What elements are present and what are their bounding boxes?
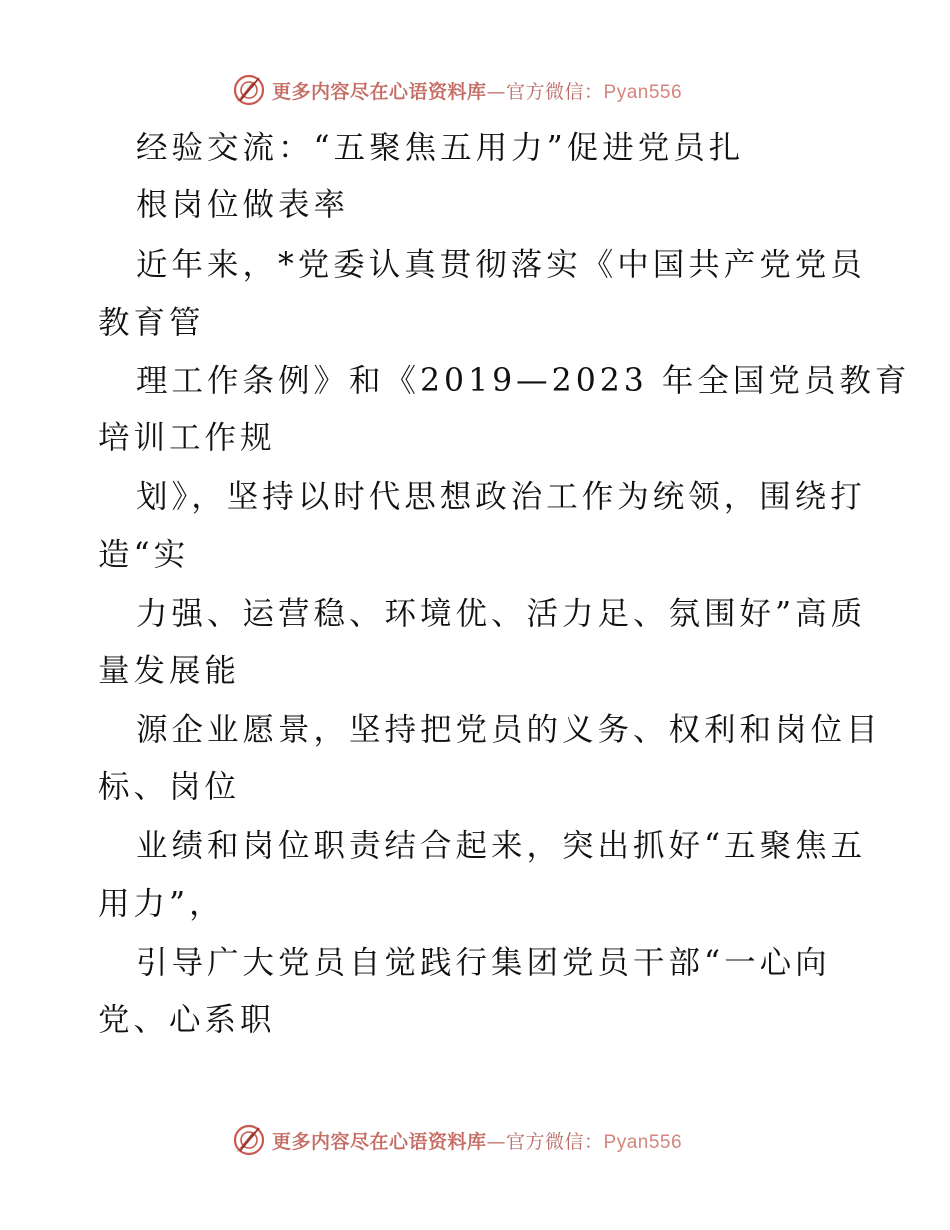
paragraph-line: 教育管 — [98, 305, 205, 341]
paragraph-line: 力强、运营稳、环境优、活力足、氛围好”高质 — [136, 596, 867, 632]
paragraph-line: 量发展能 — [98, 653, 241, 689]
footer-watermark — [232, 1122, 682, 1158]
wechat-label: 官方微信： — [506, 80, 604, 103]
brand-text: 更多内容尽在心语资料库 — [272, 1130, 487, 1153]
paragraph-line: 源企业愿景，坚持把党员的义务、权利和岗位目 — [136, 712, 882, 748]
paragraph-line: 近年来，*党委认真贯彻落实《中国共产党党员 — [136, 247, 866, 283]
paragraph-line: 业绩和岗位职责结合起来，突出抓好“五聚焦五 — [136, 828, 867, 864]
paragraph-line: 标、岗位 — [98, 769, 241, 805]
wechat-id: Pyan556 — [603, 81, 683, 103]
wechat-id: Pyan556 — [603, 1131, 683, 1153]
paragraph-line: 理工作条例》和《2019—2023 年全国党员教育 — [136, 363, 911, 399]
separator: — — [486, 80, 507, 103]
paragraph-line: 培训工作规 — [98, 420, 276, 456]
header-watermark-text — [272, 77, 682, 104]
separator: — — [486, 1130, 507, 1153]
footer-watermark-text — [272, 1127, 682, 1154]
quill-logo-icon — [232, 1123, 266, 1157]
brand-text: 更多内容尽在心语资料库 — [272, 80, 487, 103]
paragraph-line: 造“实 — [98, 537, 190, 573]
paragraph-line: 党、心系职 — [98, 1002, 276, 1038]
title-line-1: 经验交流：“五聚焦五用力”促进党员扎 — [136, 130, 745, 166]
paragraph-line: 划》，坚持以时代思想政治工作为统领，围绕打 — [136, 479, 866, 515]
title-line-2: 根岗位做表率 — [136, 187, 350, 223]
quill-logo-icon — [232, 73, 266, 107]
header-watermark — [232, 72, 682, 108]
paragraph-line: 用力”， — [98, 886, 225, 922]
paragraph-line: 引导广大党员自觉践行集团党员干部“一心向 — [136, 945, 831, 981]
wechat-label: 官方微信： — [506, 1130, 604, 1153]
